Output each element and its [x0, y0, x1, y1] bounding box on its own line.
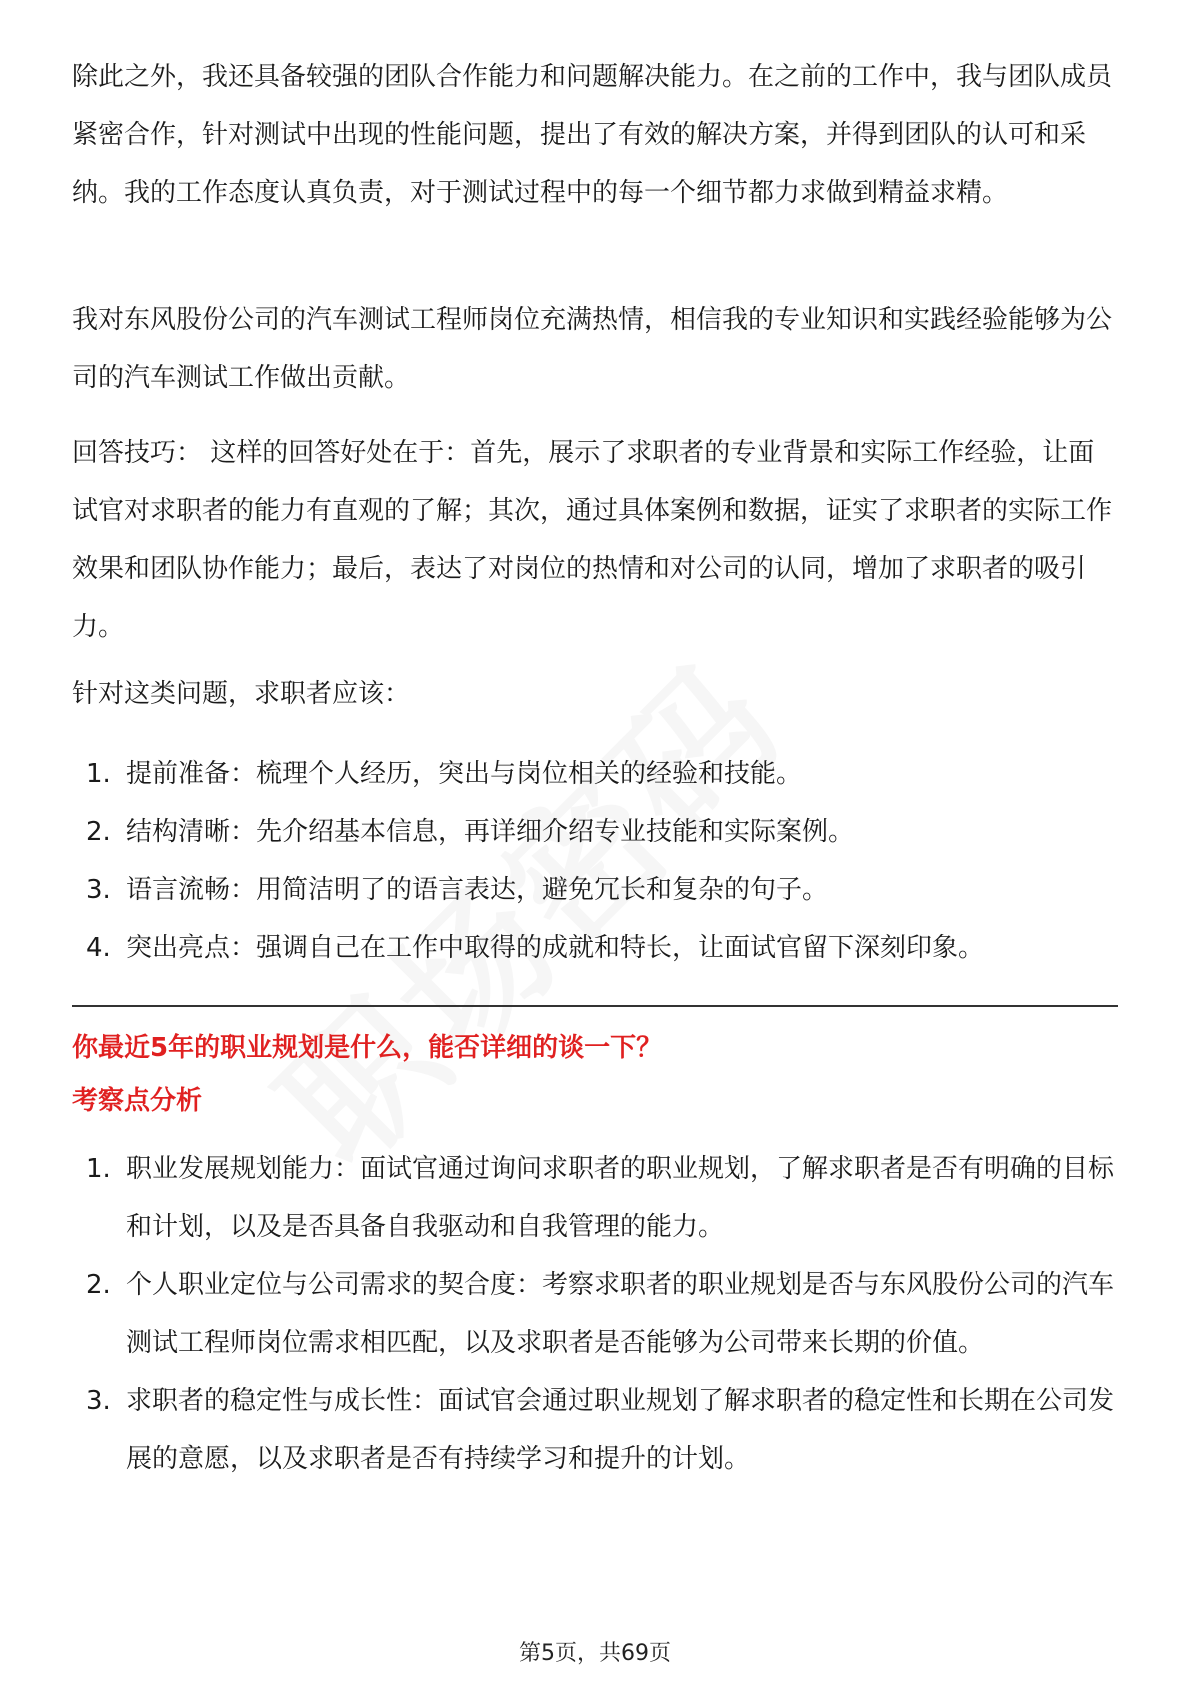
paragraph-advice-intro: 针对这类问题，求职者应该： — [72, 679, 411, 709]
list-item — [72, 803, 1118, 861]
list-number: 1. — [86, 1154, 111, 1184]
list-number: 4. — [86, 933, 111, 963]
list-text: 突出亮点：强调自己在工作中取得的成就和特长，让面试官留下深刻印象。 — [126, 933, 985, 963]
list-text: 个人职业定位与公司需求的契合度：考察求职者的职业规划是否与东风股份公司的汽车测试工程师岗位需求相匹配，以及求职者是否能够为公司带来长期的价值。 — [126, 1270, 1115, 1358]
paragraph-teamwork: 除此之外，我还具备较强的团队合作能力和问题解决能力。在之前的工作中，我与团队成员紧密合作，针对测试中出现的性能问题，提出了有效的解决方案，并得到团队的认可和采纳。我的工作态度认真负责，对于测试过程中的每一个细节都力求做到精益求精。 — [72, 62, 1113, 208]
question-heading: 你最近5年的职业规划是什么，能否详细的谈一下？ — [72, 1033, 663, 1063]
list-text: 结构清晰：先介绍基本信息，再详细介绍专业技能和实际案例。 — [126, 817, 855, 847]
list-item — [72, 1372, 1118, 1488]
analysis-heading: 考察点分析 — [72, 1086, 203, 1116]
list-number: 2. — [86, 1270, 111, 1300]
page-number: 第5页，共69页 — [519, 1641, 671, 1666]
list-number: 3. — [86, 875, 111, 905]
list-text: 语言流畅：用简洁明了的语言表达，避免冗长和复杂的句子。 — [126, 875, 829, 905]
list-text: 职业发展规划能力：面试官通过询问求职者的职业规划，了解求职者是否有明确的目标和计划，以及是否具备自我驱动和自我管理的能力。 — [126, 1154, 1115, 1242]
section-divider — [72, 1005, 1118, 1007]
list-number: 2. — [86, 817, 111, 847]
list-number: 3. — [86, 1386, 111, 1416]
paragraph-enthusiasm: 我对东风股份公司的汽车测试工程师岗位充满热情，相信我的专业知识和实践经验能够为公司的汽车测试工作做出贡献。 — [72, 305, 1113, 393]
list-item — [72, 745, 1118, 803]
list-item — [72, 1256, 1118, 1372]
list-number: 1. — [86, 759, 111, 789]
list-item — [72, 861, 1118, 919]
tips-list — [72, 745, 1118, 977]
list-item — [72, 1140, 1118, 1256]
list-text: 提前准备：梳理个人经历，突出与岗位相关的经验和技能。 — [126, 759, 803, 789]
analysis-list — [72, 1140, 1118, 1488]
paragraph-answer-tips: 回答技巧： 这样的回答好处在于：首先，展示了求职者的专业背景和实际工作经验，让面试官对求职者的能力有直观的了解；其次，通过具体案例和数据，证实了求职者的实际工作效果和团队协作能力；最后，表达了对岗位的热情和对公司的认同，增加了求职者的吸引力。 — [72, 438, 1113, 642]
list-item — [72, 919, 1118, 977]
list-text: 求职者的稳定性与成长性：面试官会通过职业规划了解求职者的稳定性和长期在公司发展的意愿，以及求职者是否有持续学习和提升的计划。 — [126, 1386, 1115, 1474]
